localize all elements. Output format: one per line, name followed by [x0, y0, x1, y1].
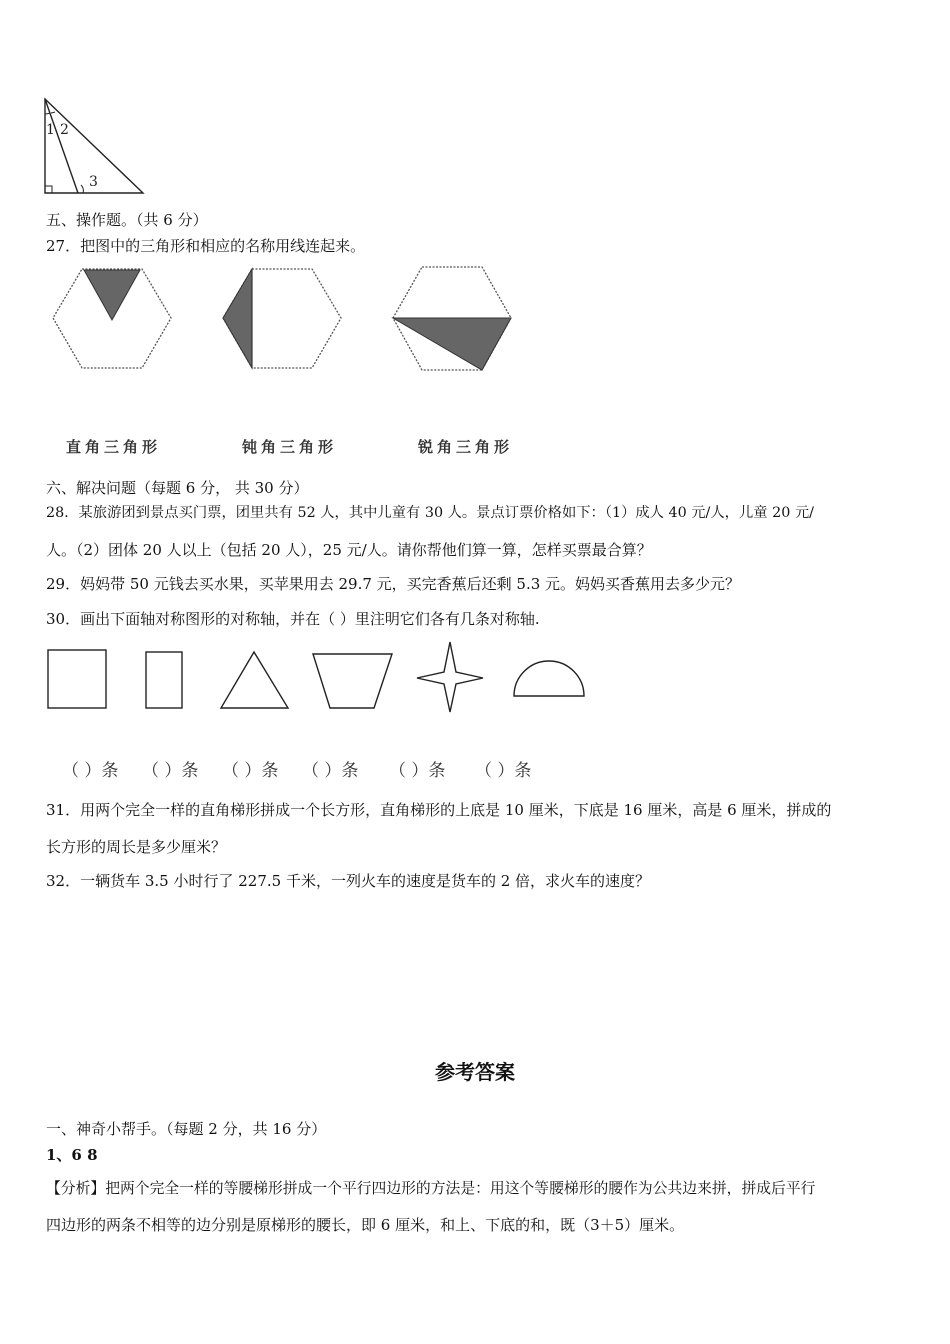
label-right-triangle: 直角三角形: [66, 438, 162, 456]
angle-label-1: 1: [46, 122, 55, 138]
star-shape: [417, 642, 483, 712]
hexagon-acute-figure: [50, 264, 175, 374]
angle-triangle-figure: [40, 96, 150, 196]
answer-title: 参考答案: [435, 1060, 515, 1084]
question-29: 29．妈妈带 50 元钱去买水果，买苹果用去 29.7 元，买完香蕉后还剩 5.3 元。妈妈买香蕉用去多少元？: [46, 575, 741, 593]
question-30: 30．画出下面轴对称图形的对称轴，并在（ ）里注明它们各有几条对称轴.: [46, 610, 540, 628]
square-shape: [48, 650, 106, 708]
question-28-line2: 人。（2）团体 20 人以上（包括 20 人），25 元/人。请你帮他们算一算，怎样买票最合算？: [46, 541, 652, 559]
blank-star[interactable]: （ ）条: [389, 761, 446, 781]
hexagon-right-figure: [220, 264, 345, 374]
blank-semicircle[interactable]: （ ）条: [475, 761, 532, 781]
hexagon-obtuse-figure: [390, 264, 515, 374]
answer-1: 1、6 8: [46, 1146, 98, 1164]
semicircle-shape: [514, 661, 584, 696]
answer-section1-heading: 一、神奇小帮手。（每题 2 分，共 16 分）: [46, 1120, 327, 1138]
blank-rectangle[interactable]: （ ）条: [142, 761, 199, 781]
question-27: 27．把图中的三角形和相应的名称用线连起来。: [46, 237, 366, 255]
section5-heading: 五、操作题。（共 6 分）: [46, 211, 208, 229]
question-31-line2: 长方形的周长是多少厘米？: [46, 838, 227, 856]
analysis-line1: 【分析】把两个完全一样的等腰梯形拼成一个平行四边形的方法是：用这个等腰梯形的腰作为公共边来拼，拼成后平行: [46, 1180, 816, 1197]
question-32: 32．一辆货车 3.5 小时行了 227.5 千米，一列火车的速度是货车的 2 倍，求火车的速度？: [46, 872, 651, 890]
rectangle-shape: [146, 652, 182, 708]
label-obtuse-triangle: 钝角三角形: [242, 438, 338, 456]
blank-triangle[interactable]: （ ）条: [222, 761, 279, 781]
label-acute-triangle: 锐角三角形: [418, 438, 514, 456]
angle-label-2: 2: [60, 122, 69, 138]
trapezoid-shape: [313, 654, 392, 708]
question-31-line1: 31．用两个完全一样的直角梯形拼成一个长方形，直角梯形的上底是 10 厘米，下底是 16 厘米，高是 6 厘米，拼成的: [46, 801, 832, 819]
analysis-line2: 四边形的两条不相等的边分别是原梯形的腰长，即 6 厘米，和上、下底的和，既（3＋5）厘米。: [46, 1216, 685, 1234]
blank-square[interactable]: （ ）条: [62, 761, 119, 781]
angle-label-3: 3: [89, 174, 98, 190]
blank-trapezoid[interactable]: （ ）条: [302, 761, 359, 781]
symmetric-shapes-row: [40, 640, 600, 720]
question-28-line1: 28．某旅游团到景点买门票，团里共有 52 人，其中儿童有 30 人。景点订票价格如下：（1）成人 40 元/人，儿童 20 元/: [46, 505, 814, 521]
triangle-shape: [221, 652, 288, 708]
section6-heading: 六、解决问题（每题 6 分， 共 30 分）: [46, 479, 309, 497]
